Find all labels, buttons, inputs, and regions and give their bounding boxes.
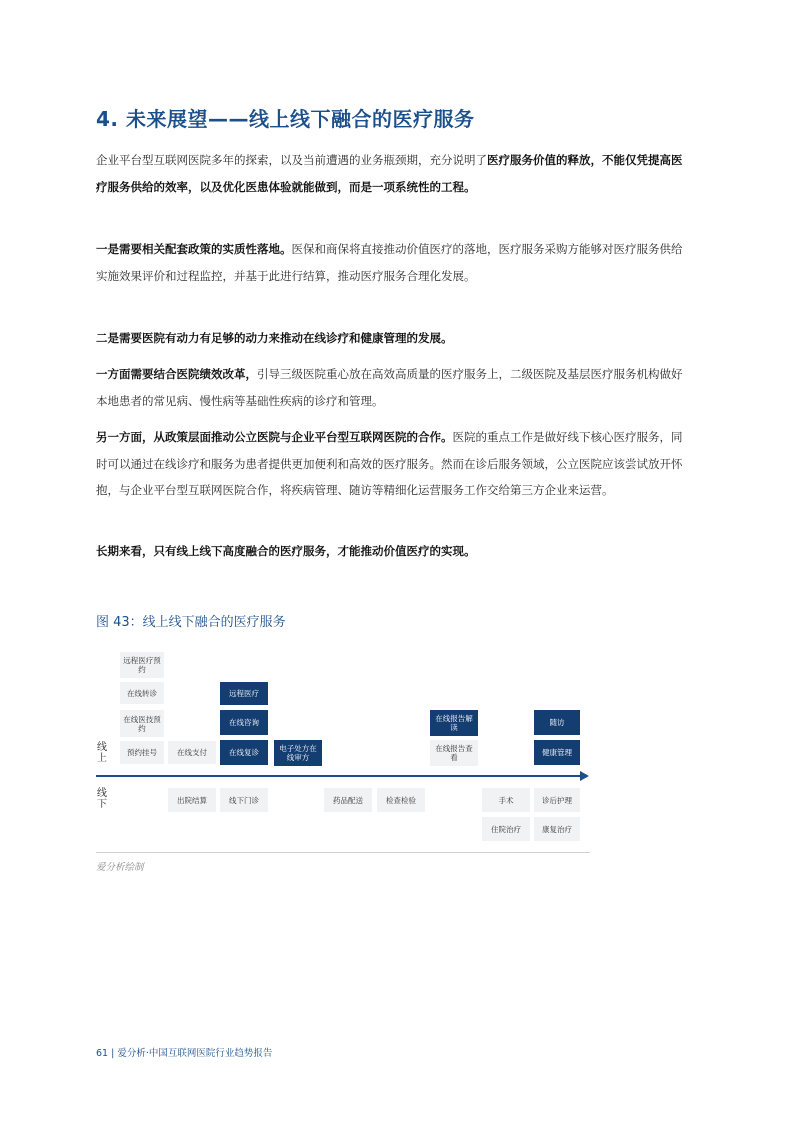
arrow-right-icon [580,771,589,781]
box-follow-up: 随访 [534,710,580,735]
offline-label: 线下 [97,788,107,810]
box-health-management: 健康管理 [534,740,580,765]
section-title: 4. 未来展望——线上线下融合的医疗服务 [96,107,475,131]
box-online-consultation: 在线咨询 [220,710,268,735]
paragraph-3: 二是需要医院有动力有足够的动力来推动在线诊疗和健康管理的发展。 [96,331,453,345]
box-post-diagnosis-care: 诊后护理 [534,788,580,812]
box-examination: 检查检验 [377,788,425,812]
box-online-report-interpretation: 在线报告解读 [430,710,478,736]
paragraph-2: 一是需要相关配套政策的实质性落地。医保和商保将直接推动价值医疗的落地，医疗服务采购方能够对医疗服务供给实施效果评价和过程监控，并基于此进行结算，推动医疗服务合理化发展。 [96,242,683,283]
box-remote-medicine: 远程医疗 [220,682,268,705]
report-name: 爱分析·中国互联网医院行业趋势报告 [117,1048,273,1059]
footer-separator: | [111,1048,115,1059]
box-online-payment: 在线支付 [168,741,216,764]
paragraph-1: 企业平台型互联网医院多年的探索，以及当前遭遇的业务瓶颈期，充分说明了医疗服务价值的释放，不能仅凭提高医疗服务供给的效率，以及优化医患体验就能做到，而是一项系统性的工程。 [96,153,683,194]
box-surgery: 手术 [482,788,530,812]
paragraph-4: 一方面需要结合医院绩效改革，引导三级医院重心放在高效高质量的医疗服务上，二级医院及基层医疗服务机构做好本地患者的常见病、慢性病等基础性疾病的诊疗和管理。 [96,367,683,408]
box-online-report-view: 在线报告查看 [430,740,478,766]
box-discharge-settlement: 出院结算 [168,788,216,812]
paragraph-5: 另一方面，从政策层面推动公立医院与企业平台型互联网医院的合作。医院的重点工作是做好线下核心医疗服务，同时可以通过在线诊疗和服务为患者提供更加便利和高效的医疗服务。然而在诊后服务领域，公立医院应该尝试放开怀抱，与企业平台型互联网医院合作，将疾病管理、随访等精细化运营服务工作交给第三方企业来运营。 [96,430,683,497]
box-appointment-registration: 预约挂号 [120,741,164,764]
box-drug-delivery: 药品配送 [324,788,372,812]
page-number: 61 [96,1048,109,1059]
box-offline-clinic: 线下门诊 [220,788,268,812]
source-note: 爱分析绘制 [96,862,144,873]
box-rehabilitation: 康复治疗 [534,817,580,841]
box-online-medtech-appointment: 在线医技预约 [120,710,164,737]
online-label: 线上 [97,742,107,764]
figure-title: 图 43：线上线下融合的医疗服务 [96,615,286,630]
paragraph-6: 长期来看，只有线上线下高度融合的医疗服务，才能推动价值医疗的实现。 [96,544,476,558]
box-eprescription: 电子处方在线审方 [274,740,322,766]
divider-arrow-line [96,775,582,777]
page-footer [96,1045,272,1059]
box-remote-appointment: 远程医疗预约 [120,652,164,678]
figure-bottom-rule [96,852,590,853]
box-inpatient-treatment: 住院治疗 [482,817,530,841]
box-online-referral: 在线转诊 [120,682,164,704]
box-online-revisit: 在线复诊 [220,740,268,765]
online-offline-diagram [96,645,590,860]
